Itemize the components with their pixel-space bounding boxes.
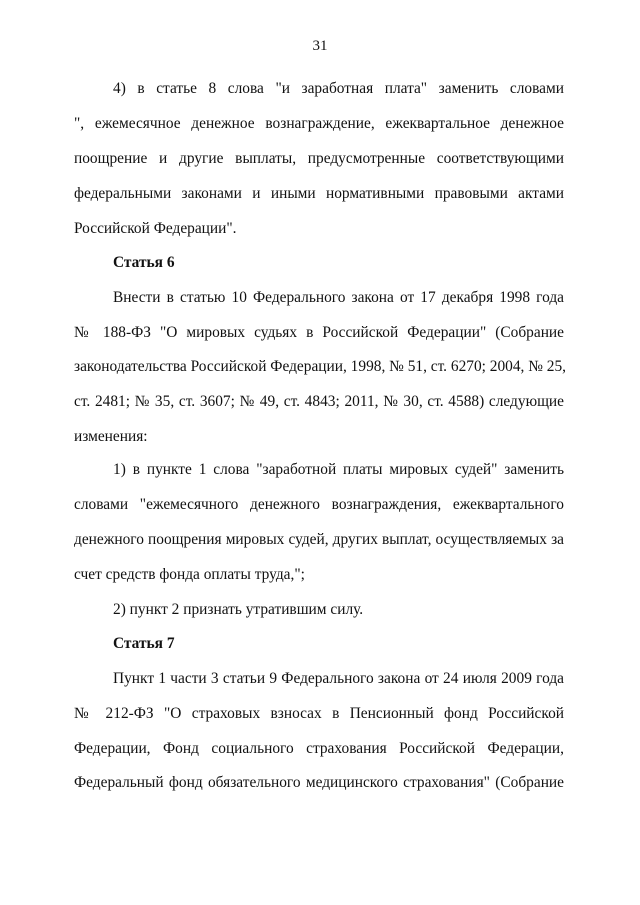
article6-item1-line-3: денежного поощрения мировых судей, других выплат, осуществляемых за (74, 531, 564, 548)
item4-line-3: поощрение и другие выплаты, предусмотренные соответствующими (74, 150, 564, 167)
article6-intro-line-4: ст. 2481; № 35, ст. 3607; № 49, ст. 4843; 2011, № 30, ст. 4588) следующие (74, 393, 564, 410)
article6-item2: 2) пункт 2 признать утратившим силу. (113, 601, 364, 618)
article7-heading: Статья 7 (113, 635, 175, 652)
item4-line-1: 4) в статье 8 слова "и заработная плата" заменить словами (113, 80, 564, 97)
article6-intro-line-5: изменения: (74, 428, 148, 445)
item4-line-2: ", ежемесячное денежное вознаграждение, ежеквартальное денежное (74, 115, 564, 132)
article6-item1-line-1: 1) в пункте 1 слова "заработной платы мировых судей" заменить (113, 461, 564, 478)
article6-heading: Статья 6 (113, 254, 175, 271)
article7-line-1: Пункт 1 части 3 статьи 9 Федерального закона от 24 июля 2009 года (113, 670, 564, 687)
article7-line-3: Федерации, Фонд социального страхования Российской Федерации, (74, 740, 564, 757)
article7-line-2: № 212-ФЗ "О страховых взносах в Пенсионный фонд Российской (74, 705, 564, 722)
article7-line-4: Федеральный фонд обязательного медицинского страхования" (Собрание (74, 774, 564, 791)
article6-item1-line-4: счет средств фонда оплаты труда,"; (74, 566, 305, 583)
item4-line-5: Российской Федерации". (74, 220, 237, 237)
article6-intro-line-2: № 188-ФЗ "О мировых судьях в Российской Федерации" (Собрание (74, 324, 564, 341)
item4-line-4: федеральными законами и иными нормативными правовыми актами (74, 185, 564, 202)
article6-intro-line-3: законодательства Российской Федерации, 1998, № 51, ст. 6270; 2004, № 25, (74, 358, 567, 375)
article6-intro-line-1: Внести в статью 10 Федерального закона от 17 декабря 1998 года (113, 289, 564, 306)
page-number: 31 (312, 38, 328, 54)
article6-item1-line-2: словами "ежемесячного денежного вознаграждения, ежеквартального (74, 496, 564, 513)
